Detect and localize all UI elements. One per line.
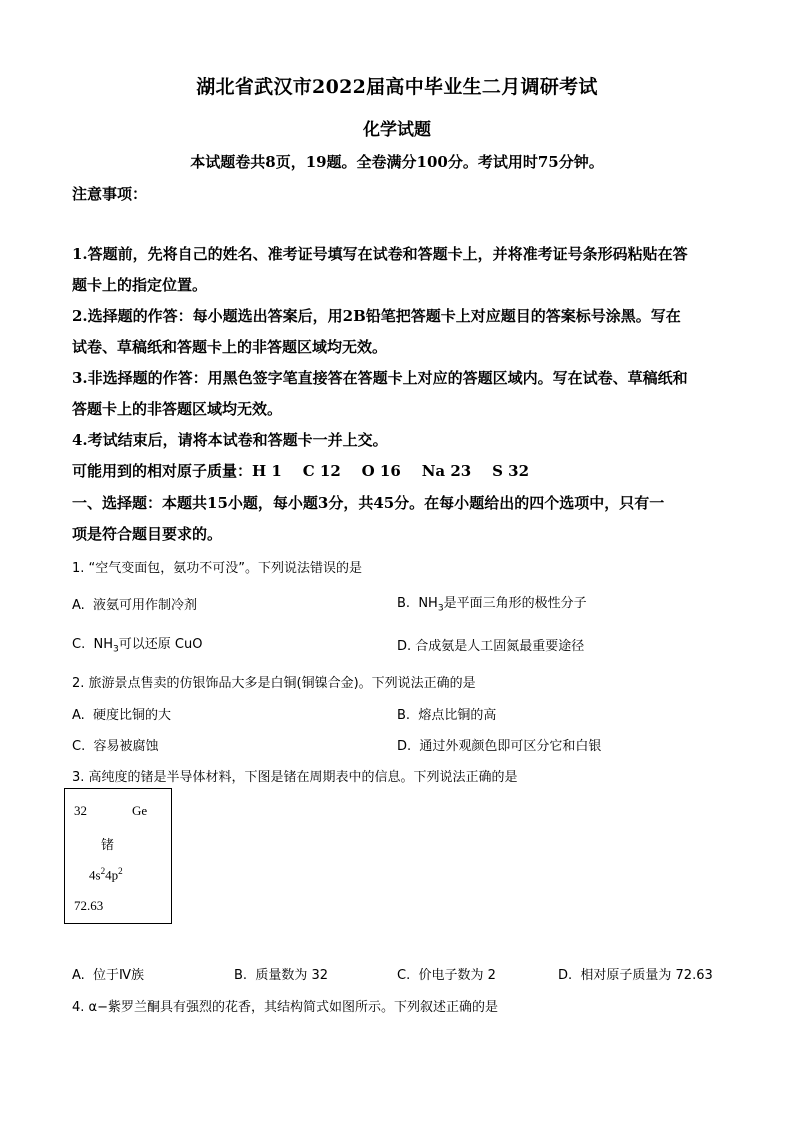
atomic-masses: 可能用到的相对原子质量：H 1 C 12 O 16 Na 23 S 32 xyxy=(72,462,530,480)
q3-option-b: B. 质量数为 32 xyxy=(234,968,328,983)
q1-option-a: A. 液氨可用作制冷剂 xyxy=(72,598,198,613)
q1-option-b-suffix: 是平面三角形的极性分子 xyxy=(443,596,587,611)
q3-stem: 3. 高纯度的锗是半导体材料，下图是锗在周期表中的信息。下列说法正确的是 xyxy=(72,770,518,785)
q3-option-d: D. 相对原子质量为 72.63 xyxy=(558,968,713,983)
notice-heading: 注意事项： xyxy=(72,185,148,203)
atomic-mass: 72.63 xyxy=(74,898,104,913)
electron-configuration: $4s^24p^2$ xyxy=(89,866,123,883)
q1-stem: 1. “空气变面包，氨功不可没”。下列说法错误的是 xyxy=(72,561,363,576)
q1-option-d: D. 合成氨是人工固氮最重要途径 xyxy=(397,639,585,654)
q2-option-a: A. 硬度比铜的大 xyxy=(72,708,172,723)
exam-title: 湖北省武汉市2022届高中毕业生二月调研考试 xyxy=(196,76,598,98)
subject-title: 化学试题 xyxy=(363,120,431,140)
q1-option-b xyxy=(397,592,587,614)
q1-option-c xyxy=(72,633,202,655)
element-symbol: Ge xyxy=(132,803,148,818)
notice-item-2a: 2.选择题的作答：每小题选出答案后，用2B铅笔把答题卡上对应题目的答案标号涂黑。写在 xyxy=(72,307,681,325)
q1-option-c-sub: 3 xyxy=(112,644,119,655)
notice-item-1a: 1.答题前，先将自己的姓名、准考证号填写在试卷和答题卡上，并将准考证号条形码粘贴在答 xyxy=(72,245,688,263)
q1-option-b-prefix: B. NH xyxy=(397,596,438,611)
element-name: 锗 xyxy=(101,838,115,853)
notice-item-4: 4.考试结束后，请将本试卷和答题卡一并上交。 xyxy=(72,431,388,449)
q3-option-c: C. 价电子数为 2 xyxy=(397,968,496,983)
element-card-germanium xyxy=(64,788,172,924)
q2-stem: 2. 旅游景点售卖的仿银饰品大多是白铜(铜镍合金)。下列说法正确的是 xyxy=(72,676,476,691)
q2-option-b: B. 熔点比铜的高 xyxy=(397,708,497,723)
atomic-number: 32 xyxy=(74,803,87,818)
notice-item-3a: 3.非选择题的作答：用黑色签字笔直接答在答题卡上对应的答题区域内。写在试卷、草稿纸和 xyxy=(72,369,688,387)
q4-stem: 4. α−紫罗兰酮具有强烈的花香，其结构简式如图所示。下列叙述正确的是 xyxy=(72,1000,498,1015)
section-heading-line2: 项是符合题目要求的。 xyxy=(72,525,223,543)
notice-item-3b: 答题卡上的非答题区域均无效。 xyxy=(72,400,283,418)
q1-option-c-suffix: 可以还原 CuO xyxy=(118,637,203,652)
q2-option-d: D. 通过外观颜色即可区分它和白银 xyxy=(397,739,602,754)
q1-option-c-prefix: C. NH xyxy=(72,637,113,652)
exam-info: 本试题卷共8页，19题。全卷满分100分。考试用时75分钟。 xyxy=(190,153,604,171)
q1-option-b-sub: 3 xyxy=(437,603,444,614)
notice-item-2b: 试卷、草稿纸和答题卡上的非答题区域均无效。 xyxy=(72,338,388,356)
q3-option-a: A. 位于Ⅳ族 xyxy=(72,968,145,983)
q2-option-c: C. 容易被腐蚀 xyxy=(72,739,159,754)
section-heading-line1: 一、选择题：本题共15小题，每小题3分，共45分。在每小题给出的四个选项中，只有一 xyxy=(72,494,665,512)
notice-item-1b: 题卡上的指定位置。 xyxy=(72,276,208,294)
